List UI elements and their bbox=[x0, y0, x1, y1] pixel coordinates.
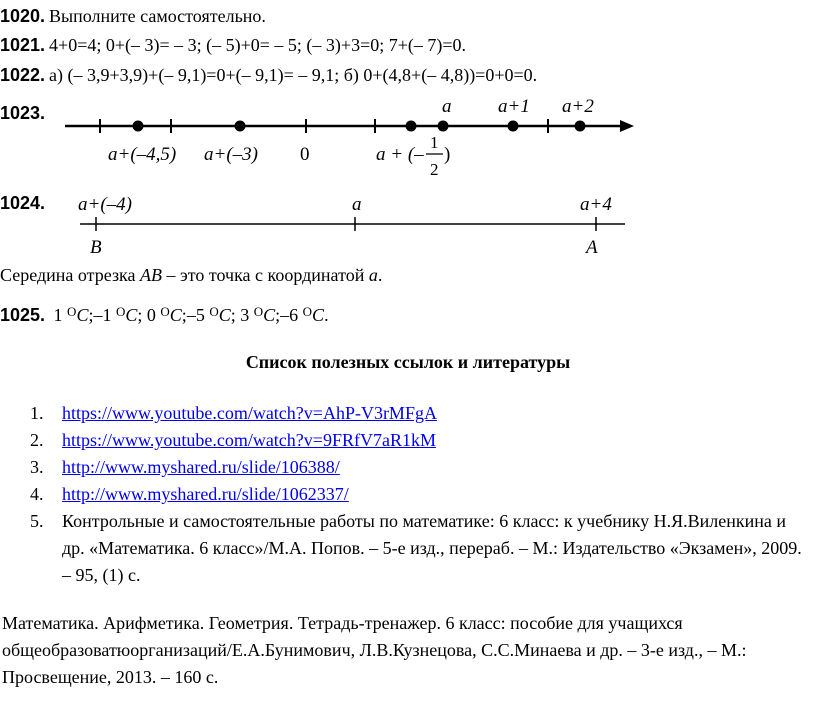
fraction-denominator: 2 bbox=[430, 160, 439, 179]
exercise-1020 bbox=[0, 6, 266, 27]
label-a-minus-3: a+(–3) bbox=[204, 144, 258, 165]
reference-link[interactable]: https://www.youtube.com/watch?v=AhP-V3rMFgA bbox=[62, 403, 437, 423]
exercise-1025 bbox=[0, 304, 329, 326]
note-text: – это точка с координатой bbox=[162, 265, 369, 285]
point-a-minus-3 bbox=[235, 121, 246, 132]
number-line-1023 bbox=[0, 90, 816, 190]
exercise-1022 bbox=[0, 65, 537, 86]
label-a-plus-1: a+1 bbox=[498, 96, 530, 117]
label-a-end: A bbox=[586, 237, 598, 258]
label-a-minus-half-prefix: a + (– bbox=[376, 144, 424, 165]
label-a-minus-4-5: a+(–4,5) bbox=[108, 144, 177, 165]
point-a-minus-4-5 bbox=[133, 121, 144, 132]
temp-item: 1 $^O$C; bbox=[53, 304, 94, 325]
label-a: a bbox=[442, 96, 452, 117]
point-a-minus-half bbox=[406, 121, 417, 132]
exercise-number: 1021. bbox=[0, 35, 46, 55]
note-text: . bbox=[377, 265, 383, 285]
references-list bbox=[30, 400, 810, 589]
label-zero: 0 bbox=[300, 144, 310, 165]
note-text: Середина отрезка bbox=[0, 265, 141, 285]
exercise-number: 1024. bbox=[0, 193, 46, 213]
temp-item: –1 $^O$C; bbox=[93, 304, 143, 325]
reference-item: 3. http://www.myshared.ru/slide/106388/ bbox=[30, 457, 340, 477]
label-a-minus-4: a+(–4) bbox=[78, 194, 132, 215]
exercise-number: 1025. bbox=[0, 305, 46, 325]
reference-link[interactable]: http://www.myshared.ru/slide/1062337/ bbox=[62, 484, 349, 504]
reference-item: 1. https://www.youtube.com/watch?v=AhP-V3rMFgA bbox=[30, 403, 437, 423]
fraction-numerator: 1 bbox=[430, 133, 439, 152]
note-segment: AB bbox=[140, 265, 163, 285]
reference-text: Контрольные и самостоятельные работы по математике: 6 класс: к учебнику Н.Я.Виленкина и др. «Математика. 6 класс»/М.А. Попов. – 5-е изд., перераб. – М.: Издательство «Экзамен», 2009. – 95, (1) с. bbox=[62, 511, 802, 585]
exercise-text: Выполните самостоятельно. bbox=[49, 6, 266, 26]
exercise-text: 4+0=4; 0+(– 3)= – 3; (– 5)+0= – 5; (– 3)+3=0; 7+(– 7)=0. bbox=[49, 35, 467, 55]
point-a bbox=[438, 121, 449, 132]
label-a-plus-4: a+4 bbox=[580, 194, 612, 215]
exercise-number: 1020. bbox=[0, 6, 46, 26]
temp-item: 3 $^O$C; bbox=[240, 304, 281, 325]
temp-item: 0 $^O$C; bbox=[146, 304, 187, 325]
references-title: Список полезных ссылок и литературы bbox=[245, 352, 571, 372]
exercise-1024-note bbox=[0, 265, 382, 286]
temp-item: –5 $^O$C; bbox=[186, 304, 236, 325]
footer-reference: Математика. Арифметика. Геометрия. Тетрадь-тренажер. 6 класс: пособие для учащихся общеобразоватюорганизаций/Е.А.Бунимович, Л.В.Кузнецова, С.С.Минаева и др. – 3-е изд., – М.: Просвещение, 2013. – 160 с. bbox=[2, 613, 747, 687]
label-a-plus-2: a+2 bbox=[562, 96, 594, 117]
reference-item: 4. http://www.myshared.ru/slide/1062337/ bbox=[30, 484, 349, 504]
reference-item: 5. Контрольные и самостоятельные работы по математике: 6 класс: к учебнику Н.Я.Виленкина и др. «Математика. 6 класс»/М.А. Попов. – 5-е изд., перераб. – М.: Издательство «Экзамен», 2009. – 95, (1) с. bbox=[30, 511, 802, 585]
exercise-1021 bbox=[0, 35, 466, 56]
reference-item: 2. https://www.youtube.com/watch?v=9FRfV7aR1kM bbox=[30, 430, 436, 450]
note-variable: a bbox=[368, 265, 378, 285]
label-a-minus-half-suffix: ) bbox=[444, 144, 451, 165]
exercise-number: 1022. bbox=[0, 65, 46, 85]
reference-link[interactable]: http://www.myshared.ru/slide/106388/ bbox=[62, 457, 340, 477]
point-a-plus-1 bbox=[508, 121, 519, 132]
label-a: a bbox=[352, 194, 362, 215]
label-b: B bbox=[90, 237, 102, 258]
exercise-number: 1023. bbox=[0, 103, 46, 123]
reference-link[interactable]: https://www.youtube.com/watch?v=9FRfV7aR1kM bbox=[62, 430, 436, 450]
temp-item: –6 $^O$C. bbox=[280, 304, 329, 325]
number-line-1024 bbox=[0, 190, 816, 270]
point-a-plus-2 bbox=[575, 121, 586, 132]
exercise-text: а) (– 3,9+3,9)+(– 9,1)=0+(– 9,1)= – 9,1; б) 0+(4,8+(– 4,8))=0+0=0. bbox=[49, 65, 538, 85]
